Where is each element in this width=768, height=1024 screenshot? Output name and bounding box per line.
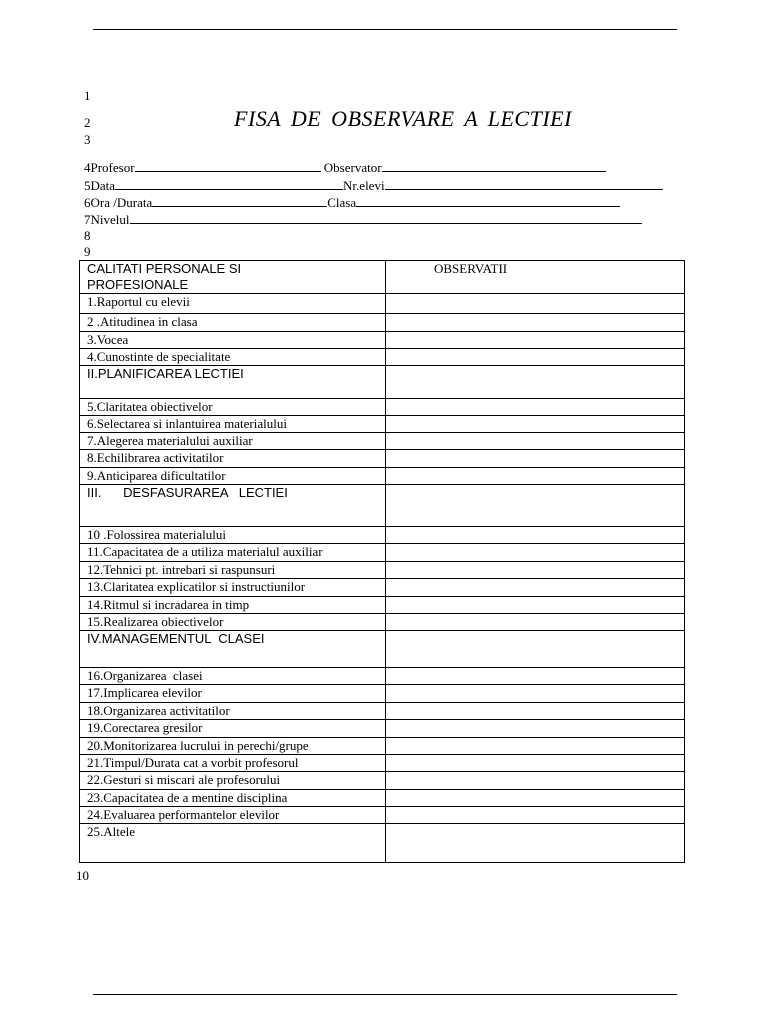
observation-cell[interactable] bbox=[386, 668, 685, 685]
observation-cell[interactable] bbox=[386, 685, 685, 703]
table-row bbox=[80, 614, 685, 631]
row-label: 14.Ritmul si incradarea in timp bbox=[80, 597, 386, 614]
table-section-row bbox=[80, 631, 685, 668]
observation-cell[interactable] bbox=[386, 738, 685, 755]
table-row bbox=[80, 527, 685, 544]
header-right-label: OBSERVATII bbox=[434, 261, 508, 276]
observation-cell[interactable] bbox=[386, 562, 685, 579]
table-row bbox=[80, 668, 685, 685]
observation-cell[interactable] bbox=[386, 614, 685, 631]
field-ora-durata bbox=[84, 195, 620, 210]
observation-cell[interactable] bbox=[386, 579, 685, 597]
line-number: 9 bbox=[84, 244, 91, 259]
table-row bbox=[80, 720, 685, 738]
table-row bbox=[80, 562, 685, 579]
observation-cell[interactable] bbox=[386, 366, 685, 399]
table-row bbox=[80, 450, 685, 468]
observation-cell[interactable] bbox=[386, 597, 685, 614]
observation-cell[interactable] bbox=[386, 450, 685, 468]
field-number: 5 bbox=[84, 178, 91, 193]
table-row bbox=[80, 703, 685, 720]
field-number: 6 bbox=[84, 195, 91, 210]
row-label: 13.Claritatea explicatilor si instructiunilor bbox=[80, 579, 386, 597]
ora-durata-blank[interactable] bbox=[152, 195, 327, 207]
observation-cell[interactable] bbox=[386, 807, 685, 824]
table-header-row bbox=[80, 261, 685, 294]
bottom-rule bbox=[93, 994, 677, 995]
section-label: II.PLANIFICAREA LECTIEI bbox=[80, 366, 386, 399]
table-row bbox=[80, 294, 685, 314]
row-label: 5.Claritatea obiectivelor bbox=[80, 399, 386, 416]
field-label: Profesor bbox=[90, 160, 135, 175]
field-number: 7 bbox=[84, 212, 91, 227]
top-rule bbox=[93, 29, 677, 30]
row-label: 11.Capacitatea de a utiliza materialul auxiliar bbox=[80, 544, 386, 562]
table-row bbox=[80, 790, 685, 807]
table-row bbox=[80, 772, 685, 790]
clasa-blank[interactable] bbox=[356, 195, 620, 207]
table-row bbox=[80, 399, 685, 416]
field-label: Ora /Durata bbox=[90, 195, 153, 210]
row-label: 12.Tehnici pt. intrebari si raspunsuri bbox=[80, 562, 386, 579]
observation-cell[interactable] bbox=[386, 433, 685, 450]
table-row bbox=[80, 349, 685, 366]
observation-table bbox=[79, 260, 685, 863]
section-label: IV.MANAGEMENTUL CLASEI bbox=[80, 631, 386, 668]
table-row bbox=[80, 544, 685, 562]
observation-cell[interactable] bbox=[386, 332, 685, 349]
row-label: 8.Echilibrarea activitatilor bbox=[80, 450, 386, 468]
row-label: 2 .Atitudinea in clasa bbox=[80, 314, 386, 332]
observation-cell[interactable] bbox=[386, 399, 685, 416]
row-label: 22.Gesturi si miscari ale profesorului bbox=[80, 772, 386, 790]
row-label: 17.Implicarea elevilor bbox=[80, 685, 386, 703]
row-label: 19.Corectarea gresilor bbox=[80, 720, 386, 738]
table-row bbox=[80, 824, 685, 863]
observation-cell[interactable] bbox=[386, 416, 685, 433]
profesor-blank[interactable] bbox=[135, 160, 321, 172]
row-label: 24.Evaluarea performantelor elevilor bbox=[80, 807, 386, 824]
nr-elevi-blank[interactable] bbox=[385, 178, 663, 190]
line-number: 10 bbox=[76, 868, 89, 883]
row-label: 6.Selectarea si inlantuirea materialului bbox=[80, 416, 386, 433]
table-row bbox=[80, 738, 685, 755]
table-row bbox=[80, 597, 685, 614]
header-calitati bbox=[80, 261, 386, 294]
row-label: 25.Altele bbox=[80, 824, 386, 863]
table-row bbox=[80, 332, 685, 349]
row-label: 1.Raportul cu elevii bbox=[80, 294, 386, 314]
table-row bbox=[80, 314, 685, 332]
field-number: 4 bbox=[84, 160, 91, 175]
observation-cell[interactable] bbox=[386, 294, 685, 314]
observation-cell[interactable] bbox=[386, 703, 685, 720]
row-label: 3.Vocea bbox=[80, 332, 386, 349]
observation-cell[interactable] bbox=[386, 349, 685, 366]
table-row bbox=[80, 807, 685, 824]
table-row bbox=[80, 468, 685, 485]
line-number: 8 bbox=[84, 228, 91, 243]
field-label: Nivelul bbox=[90, 212, 130, 227]
observation-cell[interactable] bbox=[386, 544, 685, 562]
observation-cell[interactable] bbox=[386, 824, 685, 863]
table-section-row bbox=[80, 366, 685, 399]
row-label: 4.Cunostinte de specialitate bbox=[80, 349, 386, 366]
field-label: Observator bbox=[323, 160, 382, 175]
table-row bbox=[80, 579, 685, 597]
header-observatii bbox=[386, 261, 685, 294]
field-nivelul bbox=[84, 212, 642, 227]
row-label: 9.Anticiparea dificultatilor bbox=[80, 468, 386, 485]
header-left-line2: PROFESIONALE bbox=[87, 277, 189, 292]
observation-cell[interactable] bbox=[386, 527, 685, 544]
field-label: Data bbox=[90, 178, 116, 193]
row-label: 18.Organizarea activitatilor bbox=[80, 703, 386, 720]
line-number: 1 bbox=[84, 88, 91, 103]
table-row bbox=[80, 433, 685, 450]
field-label: Nr.elevi bbox=[343, 178, 385, 193]
field-label: Clasa bbox=[327, 195, 357, 210]
observation-cell[interactable] bbox=[386, 755, 685, 772]
data-blank[interactable] bbox=[115, 178, 343, 190]
table-row bbox=[80, 755, 685, 772]
row-label: 10 .Folossirea materialului bbox=[80, 527, 386, 544]
table-row bbox=[80, 416, 685, 433]
section-label: III. DESFASURAREA LECTIEI bbox=[80, 485, 386, 527]
table-section-row bbox=[80, 485, 685, 527]
observation-cell[interactable] bbox=[386, 314, 685, 332]
header-left-line1: CALITATI PERSONALE SI bbox=[87, 261, 242, 276]
line-number: 2 bbox=[84, 115, 91, 130]
observation-cell[interactable] bbox=[386, 720, 685, 738]
observation-cell[interactable] bbox=[386, 468, 685, 485]
row-label: 21.Timpul/Durata cat a vorbit profesorul bbox=[80, 755, 386, 772]
observation-cell[interactable] bbox=[386, 485, 685, 527]
row-label: 15.Realizarea obiectivelor bbox=[80, 614, 386, 631]
observator-blank[interactable] bbox=[382, 160, 606, 172]
row-label: 20.Monitorizarea lucrului in perechi/grupe bbox=[80, 738, 386, 755]
observation-cell[interactable] bbox=[386, 790, 685, 807]
row-label: 7.Alegerea materialului auxiliar bbox=[80, 433, 386, 450]
line-number: 3 bbox=[84, 132, 91, 147]
row-label: 23.Capacitatea de a mentine disciplina bbox=[80, 790, 386, 807]
field-profesor bbox=[84, 160, 606, 175]
row-label: 16.Organizarea clasei bbox=[80, 668, 386, 685]
field-data bbox=[84, 178, 663, 193]
nivelul-blank[interactable] bbox=[130, 212, 642, 224]
observation-cell[interactable] bbox=[386, 631, 685, 668]
document-title: FISA DE OBSERVARE A LECTIEI bbox=[234, 106, 572, 131]
table-row bbox=[80, 685, 685, 703]
observation-cell[interactable] bbox=[386, 772, 685, 790]
